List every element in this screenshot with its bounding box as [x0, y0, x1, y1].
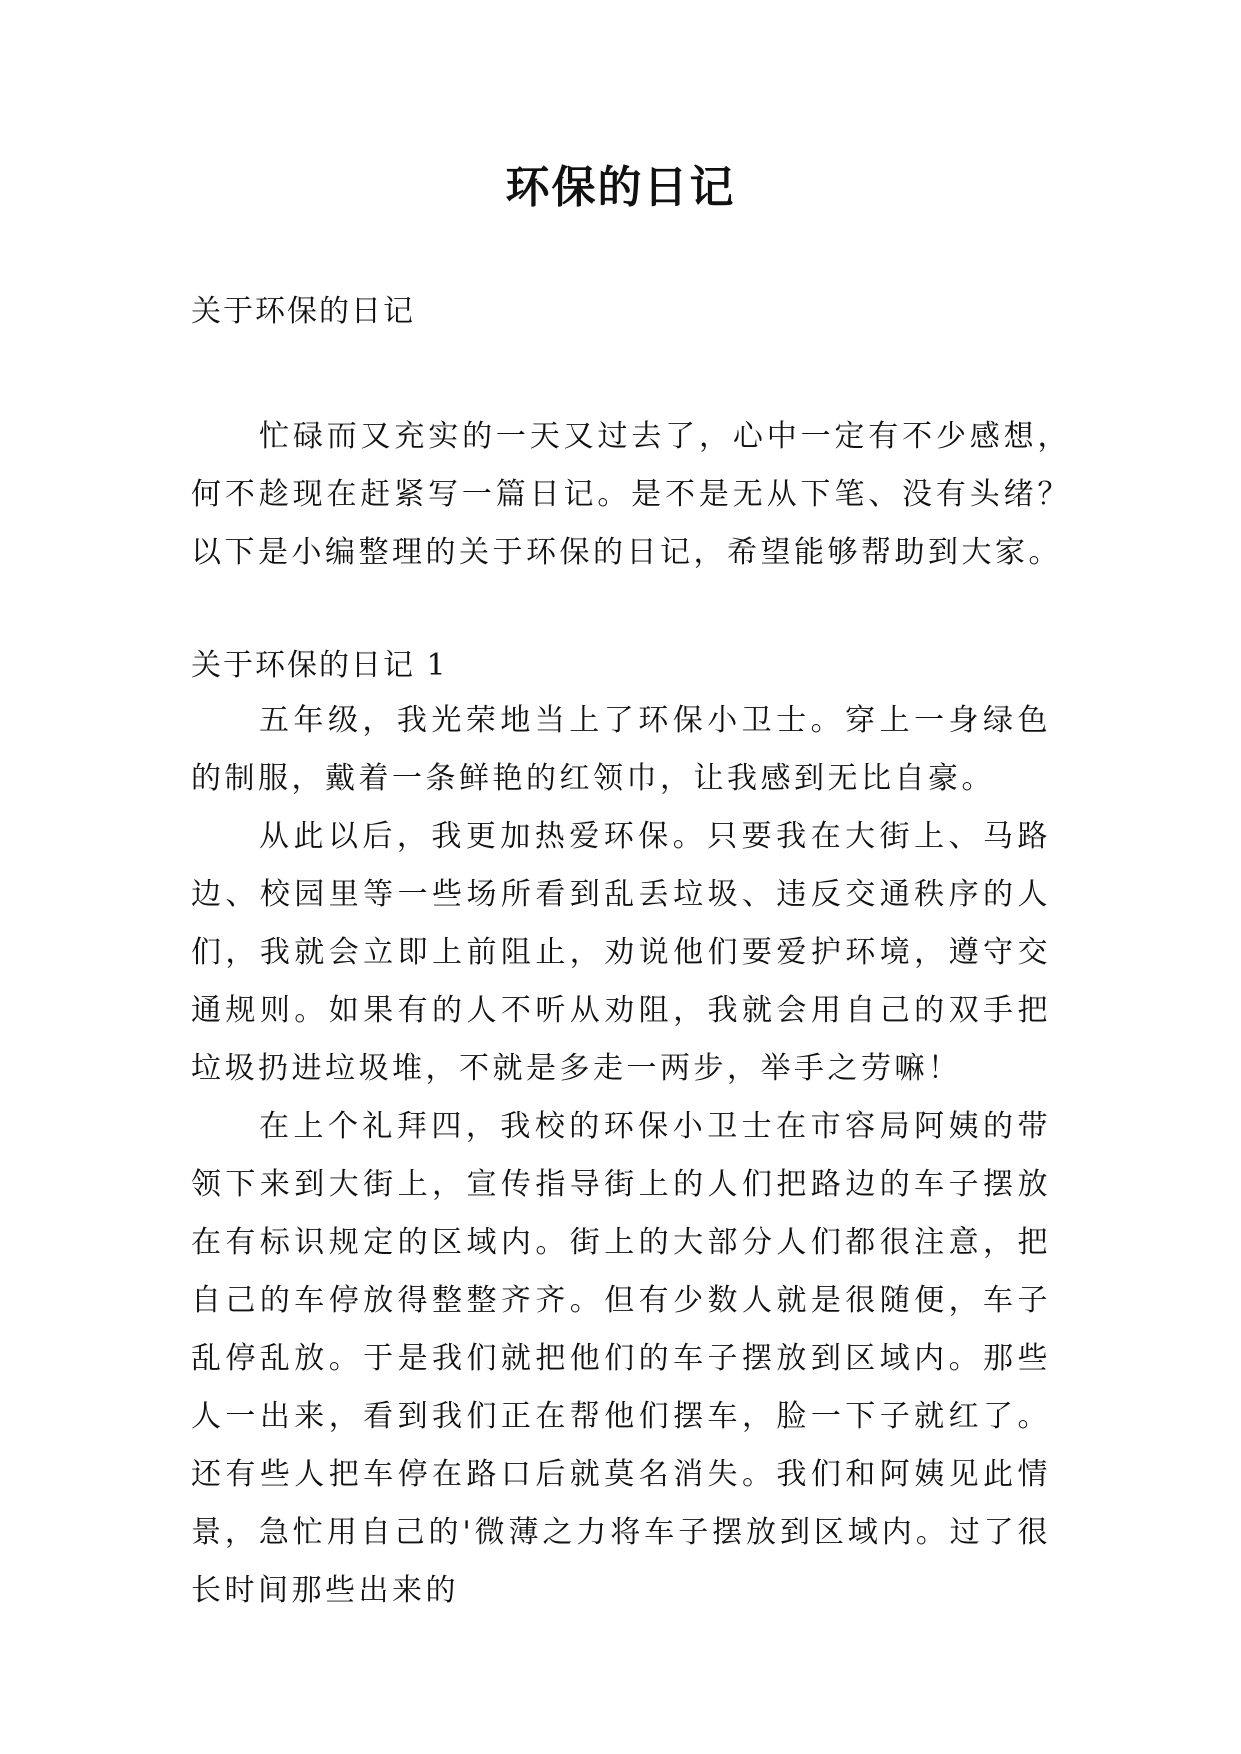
body-paragraph-1: 五年级，我光荣地当上了环保小卫士。穿上一身绿色的制服，戴着一条鲜艳的红领巾，让我感到无比自豪。	[191, 703, 1051, 796]
section-heading: 关于环保的日记 1	[191, 648, 448, 683]
body-paragraph-2: 从此以后，我更加热爱环保。只要我在大街上、马路边、校园里等一些场所看到乱丢垃圾、违反交通秩序的人们，我就会立即上前阻止，劝说他们要爱护环境，遵守交通规则。如果有的人不听从劝阻，我就会用自己的双手把垃圾扔进垃圾堆，不就是多走一两步，举手之劳嘛！	[191, 819, 1051, 1086]
document-subtitle: 关于环保的日记	[191, 294, 415, 329]
body-paragraph-3: 在上个礼拜四，我校的环保小卫士在市容局阿姨的带领下来到大街上，宣传指导街上的人们把路边的车子摆放在有标识规定的区域内。街上的大部分人们都很注意，把自己的车停放得整整齐齐。但有少数人就是很随便，车子乱停乱放。于是我们就把他们的车子摆放到区域内。那些人一出来，看到我们正在帮他们摆车，脸一下子就红了。还有些人把车停在路口后就莫名消失。我们和阿姨见此情景，急忙用自己的'微薄之力将车子摆放到区域内。过了很长时间那些出来的	[191, 1109, 1051, 1608]
intro-paragraph: 忙碌而又充实的一天又过去了，心中一定有不少感想，何不趁现在赶紧写一篇日记。是不是无从下笔、没有头绪？以下是小编整理的关于环保的日记，希望能够帮助到大家。	[191, 419, 1071, 570]
document-title: 环保的日记	[505, 162, 736, 213]
diary-body	[191, 692, 1051, 1620]
